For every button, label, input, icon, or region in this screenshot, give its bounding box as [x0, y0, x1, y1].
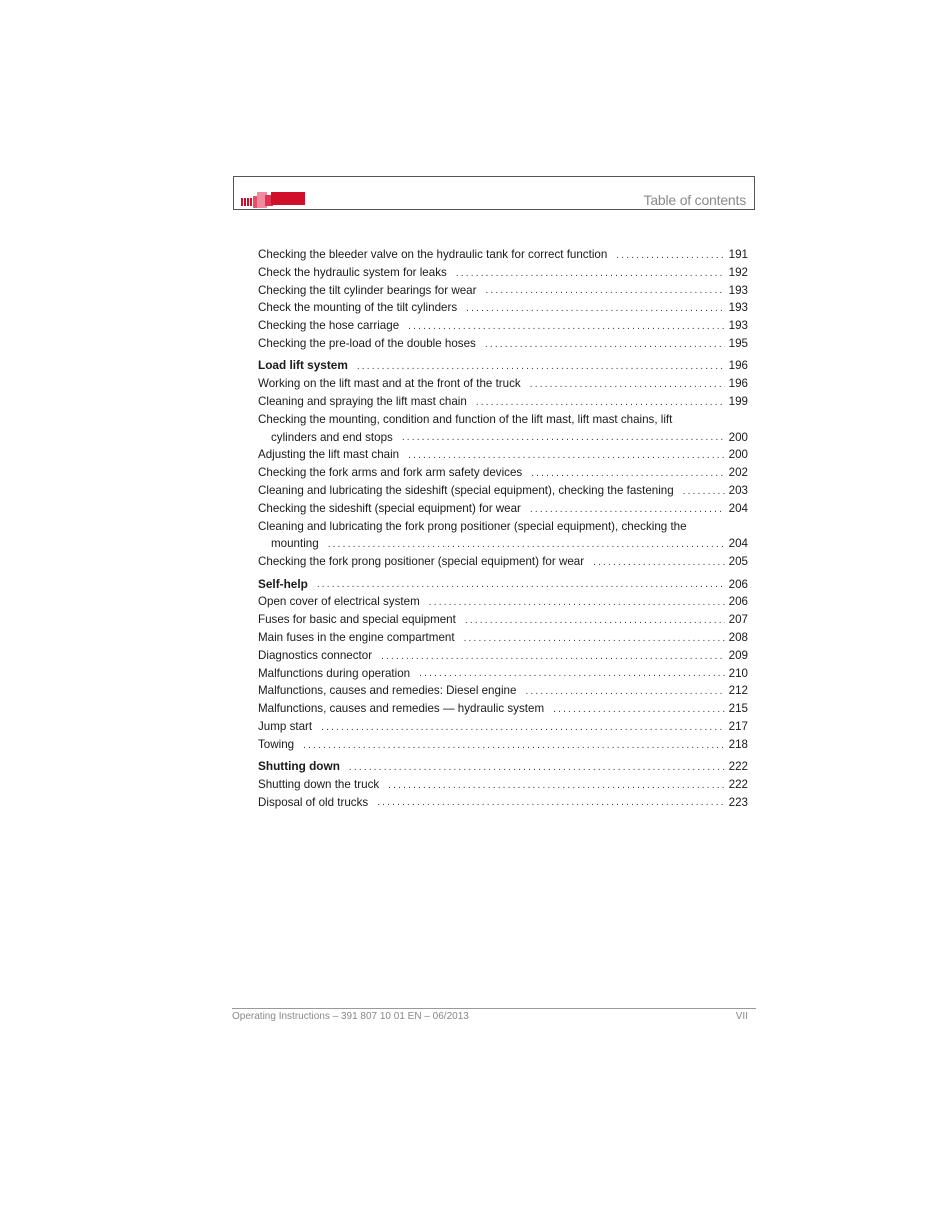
toc-entry-title: Jump start: [258, 719, 313, 733]
toc-page-number: 196: [728, 377, 748, 391]
toc-dot-leader: [530, 376, 725, 393]
toc-page-number: 206: [728, 595, 748, 609]
toc-page-number: 223: [728, 795, 748, 809]
toc-entry[interactable]: [258, 482, 748, 500]
toc-entry[interactable]: [258, 317, 748, 335]
brand-logo-icon: [241, 190, 307, 210]
toc-entry-title: Malfunctions, causes and remedies: Diesel engine: [258, 684, 517, 698]
toc-dot-leader: [465, 612, 725, 629]
toc-entry-title: Fuses for basic and special equipment: [258, 613, 456, 627]
toc-entry-title: Working on the lift mast and at the front of the truck: [258, 377, 521, 391]
toc-entry[interactable]: [258, 500, 748, 518]
toc-entry-title: Shutting down the truck: [258, 777, 380, 791]
toc-page-number: 192: [728, 265, 748, 279]
footer-page-number: VII: [735, 1011, 748, 1022]
toc-page-number: 193: [728, 319, 748, 333]
toc-dot-leader: [349, 759, 725, 776]
toc-dot-leader: [476, 394, 725, 411]
toc-entry[interactable]: [258, 794, 748, 812]
toc-page-number: 200: [728, 448, 748, 462]
toc-entry-title: Self-help: [258, 576, 308, 591]
toc-page-number: 212: [728, 684, 748, 698]
toc-entry-title: Open cover of electrical system: [258, 595, 420, 609]
toc-page-number: 195: [728, 336, 748, 350]
toc-entry-title: Checking the sideshift (special equipment) for wear: [258, 501, 521, 515]
toc-dot-leader: [317, 576, 725, 593]
toc-entry-title: Main fuses in the engine compartment: [258, 630, 455, 644]
header-title: Table of contents: [643, 192, 746, 208]
toc-entry-continuation: [258, 429, 748, 447]
toc-dot-leader: [466, 300, 725, 317]
toc-entry-title: Towing: [258, 737, 295, 751]
toc-dot-leader: [485, 336, 725, 353]
toc-page-number: 206: [728, 577, 748, 591]
toc-entry[interactable]: [258, 464, 748, 482]
toc-entry[interactable]: [258, 593, 748, 611]
toc-entry-title: cylinders and end stops: [271, 430, 393, 444]
toc-entry[interactable]: [258, 718, 748, 736]
toc-entry[interactable]: [258, 335, 748, 353]
toc-dot-leader: [530, 501, 725, 518]
toc-page-number: 203: [728, 483, 748, 497]
toc-entry[interactable]: [258, 736, 748, 754]
toc-entry[interactable]: [258, 411, 748, 447]
toc-entry[interactable]: [258, 700, 748, 718]
footer-document-id: Operating Instructions – 391 807 10 01 EN – 06/2013: [232, 1011, 469, 1022]
toc-dot-leader: [531, 465, 724, 482]
toc-entry[interactable]: [258, 282, 748, 300]
toc-dot-leader: [525, 683, 724, 700]
toc-entry[interactable]: [258, 776, 748, 794]
toc-entry[interactable]: [258, 611, 748, 629]
toc-page-number: 208: [728, 630, 748, 644]
toc-page-number: 222: [728, 760, 748, 774]
toc-entry[interactable]: [258, 246, 748, 264]
toc-page-number: 204: [728, 537, 748, 551]
toc-dot-leader: [593, 554, 725, 571]
toc-entry-title: Malfunctions during operation: [258, 666, 411, 680]
toc-entry[interactable]: [258, 682, 748, 700]
toc-page-number: 200: [728, 430, 748, 444]
toc-dot-leader: [303, 737, 725, 754]
toc-page-number: 193: [728, 301, 748, 315]
toc-dot-leader: [683, 483, 725, 500]
toc-page-number: 215: [728, 702, 748, 716]
toc-dot-leader: [553, 701, 725, 718]
toc-entry-title: Cleaning and lubricating the sideshift (special equipment), checking the fastening: [258, 483, 674, 497]
toc-dot-leader: [456, 265, 725, 282]
toc-page-number: 218: [728, 737, 748, 751]
page-header: [233, 176, 755, 210]
footer-divider: [232, 1008, 756, 1009]
toc-entry[interactable]: [258, 553, 748, 571]
toc-entry[interactable]: [258, 375, 748, 393]
toc-page-number: 193: [728, 283, 748, 297]
toc-entry-title: Checking the tilt cylinder bearings for wear: [258, 283, 477, 297]
toc-entry[interactable]: [258, 446, 748, 464]
toc-dot-leader: [464, 630, 725, 647]
toc-page-number: 205: [728, 555, 748, 569]
toc-dot-leader: [419, 665, 725, 682]
toc-entry-title: Checking the fork prong positioner (special equipment) for wear: [258, 555, 585, 569]
toc-dot-leader: [328, 536, 725, 553]
toc-dot-leader: [408, 318, 725, 335]
toc-entry[interactable]: [258, 518, 748, 554]
toc-section-heading[interactable]: [258, 357, 748, 375]
toc-entry-title: Check the hydraulic system for leaks: [258, 265, 447, 279]
toc-page-number: 191: [728, 248, 748, 261]
toc-page-number: 210: [728, 666, 748, 680]
toc-dot-leader: [377, 794, 724, 811]
toc-entry-title: Check the mounting of the tilt cylinders: [258, 301, 458, 315]
toc-entry-title: Malfunctions, causes and remedies — hydraulic system: [258, 702, 545, 716]
toc-entry[interactable]: [258, 264, 748, 282]
toc-entry-title: Cleaning and spraying the lift mast chain: [258, 394, 467, 408]
toc-entry-title: Checking the pre-load of the double hoses: [258, 336, 476, 350]
toc-entry-title: mounting: [271, 537, 319, 551]
toc-entry-title: Checking the hose carriage: [258, 319, 400, 333]
toc-entry-continuation: [258, 535, 748, 553]
toc-entry[interactable]: [258, 629, 748, 647]
toc-dot-leader: [388, 777, 724, 794]
table-of-contents: [258, 246, 748, 811]
toc-entry-title: Disposal of old trucks: [258, 795, 369, 809]
toc-page-number: 222: [728, 777, 748, 791]
toc-dot-leader: [357, 358, 725, 375]
toc-dot-leader: [485, 282, 724, 299]
toc-page-number: 217: [728, 719, 748, 733]
toc-entry-title: Diagnostics connector: [258, 648, 373, 662]
toc-entry-title: Checking the bleeder valve on the hydraulic tank for correct function: [258, 248, 608, 261]
toc-dot-leader: [321, 719, 725, 736]
toc-dot-leader: [616, 247, 724, 264]
toc-entry[interactable]: [258, 665, 748, 683]
toc-section-heading[interactable]: [258, 576, 748, 594]
toc-entry[interactable]: [258, 393, 748, 411]
toc-dot-leader: [381, 648, 725, 665]
toc-page-number: 209: [728, 648, 748, 662]
toc-section-heading[interactable]: [258, 758, 748, 776]
toc-entry-title: Checking the fork arms and fork arm safety devices: [258, 466, 523, 480]
toc-entry[interactable]: [258, 299, 748, 317]
toc-dot-leader: [402, 429, 725, 446]
toc-entry-title: Cleaning and lubricating the fork prong positioner (special equipment), checking the: [258, 519, 687, 533]
toc-entry-title: Checking the mounting, condition and function of the lift mast, lift mast chains, lift: [258, 412, 673, 426]
toc-entry-title: Adjusting the lift mast chain: [258, 448, 400, 462]
toc-page-number: 204: [728, 501, 748, 515]
toc-page-number: 199: [728, 394, 748, 408]
toc-page-number: 202: [728, 466, 748, 480]
toc-entry-title: Load lift system: [258, 358, 348, 373]
toc-entry[interactable]: [258, 647, 748, 665]
toc-page-number: 196: [728, 359, 748, 373]
toc-page-number: 207: [728, 613, 748, 627]
toc-entry-title: Shutting down: [258, 759, 340, 774]
toc-dot-leader: [429, 594, 725, 611]
toc-dot-leader: [408, 447, 725, 464]
